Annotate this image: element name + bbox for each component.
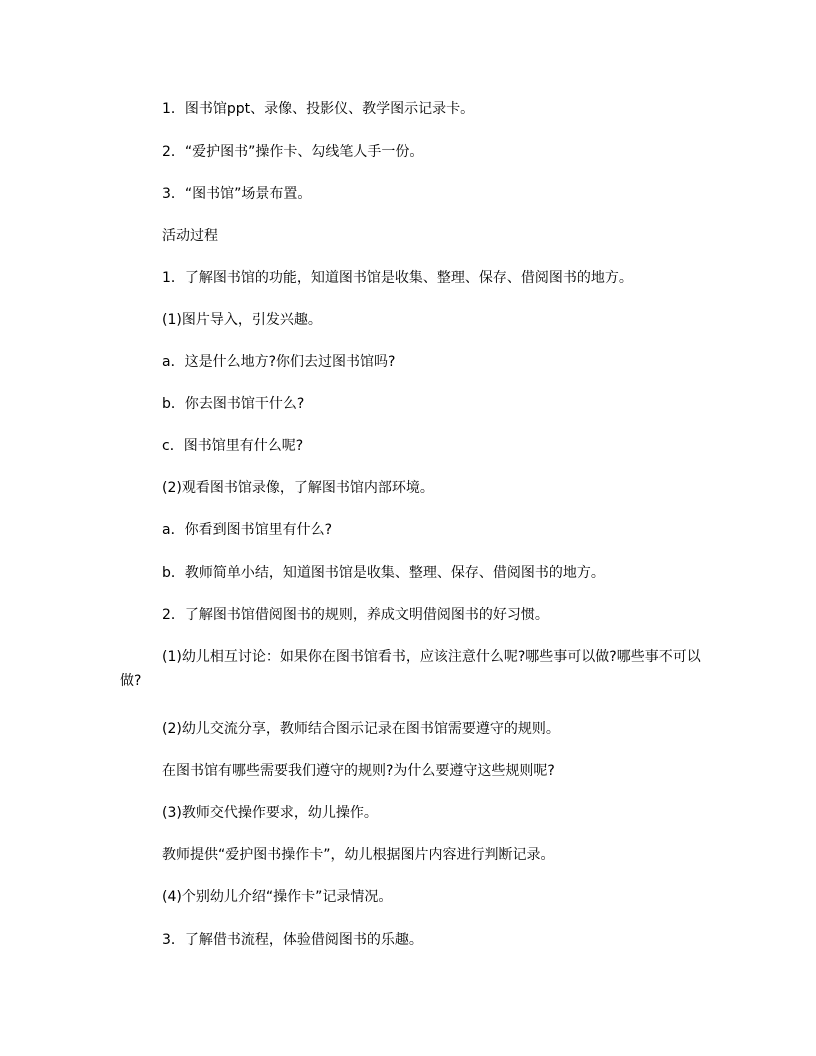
section-heading-activity-process: 活动过程 (162, 228, 218, 244)
paragraph-step-1: 1．了解图书馆的功能，知道图书馆是收集、整理、保存、借阅图书的地方。 (162, 270, 633, 286)
paragraph-step-1-1-b: b．你去图书馆干什么? (162, 396, 305, 412)
paragraph-step-2-2-question: 在图书馆有哪些需要我们遵守的规则?为什么要遵守这些规则呢? (162, 763, 555, 779)
paragraph-step-2-4: (4)个别幼儿介绍“操作卡”记录情况。 (162, 889, 393, 905)
paragraph-step-1-1-a: a．这是什么地方?你们去过图书馆吗? (162, 354, 396, 370)
paragraph-step-1-2-b: b．教师简单小结，知道图书馆是收集、整理、保存、借阅图书的地方。 (162, 565, 605, 581)
paragraph-step-1-1-c: c．图书馆里有什么呢? (162, 438, 304, 454)
paragraph-step-2: 2．了解图书馆借阅图书的规则，养成文明借阅图书的好习惯。 (162, 607, 549, 623)
paragraph-step-2-3: (3)教师交代操作要求，幼儿操作。 (162, 805, 378, 821)
paragraph-step-1-1: (1)图片导入，引发兴趣。 (162, 312, 322, 328)
paragraph-step-2-2: (2)幼儿交流分享，教师结合图示记录在图书馆需要遵守的规则。 (162, 721, 560, 737)
paragraph-step-2-1: (1)幼儿相互讨论：如果你在图书馆看书，应该注意什么呢?哪些事可以做?哪些事不可以做? (120, 649, 701, 689)
paragraph-step-1-2-a: a．你看到图书馆里有什么? (162, 522, 333, 538)
paragraph-materials-2: 2．“爱护图书”操作卡、勾线笔人手一份。 (162, 144, 424, 160)
paragraph-materials-3: 3．“图书馆”场景布置。 (162, 186, 312, 202)
paragraph-step-2-3-detail: 教师提供“爱护图书操作卡”，幼儿根据图片内容进行判断记录。 (162, 847, 555, 863)
paragraph-materials-1: 1．图书馆ppt、录像、投影仪、教学图示记录卡。 (162, 101, 475, 117)
paragraph-step-1-2: (2)观看图书馆录像，了解图书馆内部环境。 (162, 480, 434, 496)
paragraph-step-3: 3．了解借书流程，体验借阅图书的乐趣。 (162, 932, 423, 948)
